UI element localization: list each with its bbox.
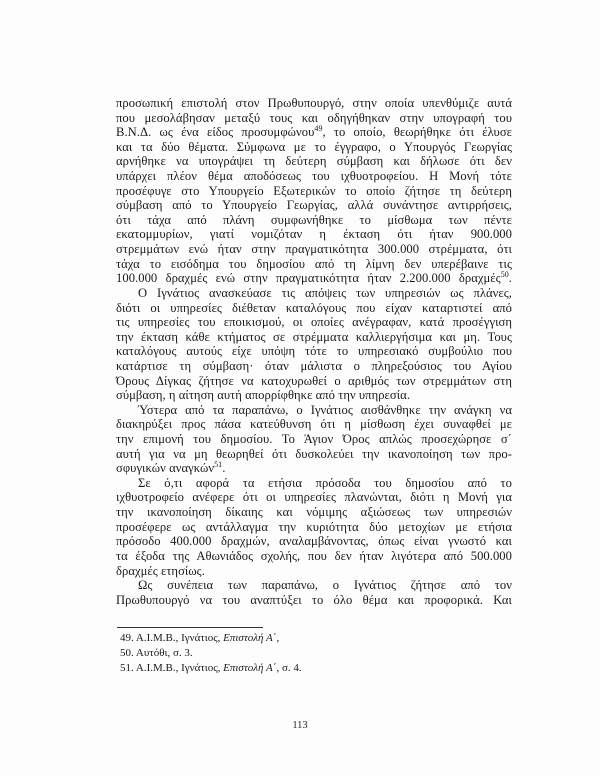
- footnote-text: Α.Ι.Μ.Β., Ιγνάτιος,: [135, 632, 224, 644]
- footnote-text: Α.Ι.Μ.Β., Ιγνάτιος,: [135, 662, 224, 674]
- text-line: προσέφυγε στο Υπουργείο Εξωτερικών το οποίο ζήτησε τη δεύτερη: [116, 183, 512, 198]
- footnote-number: 50.: [120, 647, 136, 659]
- footnote-50: [120, 646, 420, 661]
- text-line: την επιμονή του δημοσίου. Το Άγιον Όρος απλώς προσεχώρησε σ΄: [116, 432, 512, 447]
- text-line: τα έξοδα της Αθωνιάδος σχολής, που δεν ήταν λιγότερα από 500.000: [116, 548, 512, 563]
- text-line: Πρωθυπουργό να του αναπτύξει το όλο θέμα και προφορικά. Και: [116, 592, 512, 607]
- footnote-ref-51: 51: [214, 460, 223, 470]
- text-fragment: σφυγικών αναγκών: [116, 461, 215, 476]
- text-fragment: .: [508, 271, 512, 286]
- text-fragment: .: [222, 461, 226, 476]
- text-line: [116, 271, 512, 286]
- text-line: σύμβαση από το Υπουργείο Γεωργίας, αλλά συνάντησε αντιρρήσεις,: [116, 198, 512, 213]
- text-line: την έκταση κάθε κτήματος σε στρέμματα καλλιεργήσιμα και μη. Τους: [116, 329, 512, 344]
- footnote-text: ,: [276, 632, 280, 644]
- text-line: προσέφερε ως αντάλλαγμα την κυριότητα δύο μετοχίων με ετήσια: [116, 519, 512, 534]
- text-line: Ο Ιγνάτιος ανασκεύασε τις απόψεις των υπηρεσιών ως πλάνες,: [138, 285, 512, 300]
- text-line: καταλόγους αυτούς είχε υπόψη τότε το υπηρεσιακό συμβούλιο που: [116, 344, 512, 359]
- text-line: αυτή για να μη θεωρηθεί ότι δυσκολεύει την ικανοποίηση των προ-: [116, 446, 512, 461]
- text-line: δραχμές ετησίως.: [116, 563, 205, 578]
- text-line: που μεσολάβησαν μεταξύ τους και οδηγήθηκαν στην υπογραφή του: [116, 110, 512, 125]
- footnote-title: Επιστολή Α΄: [223, 662, 277, 674]
- text-line: σύμβαση, η αίτηση αυτή απορρίφθηκε από την υπηρεσία.: [116, 388, 411, 403]
- footnote-49: [120, 631, 420, 646]
- text-line: και τα δύο θέματα. Σύμφωνα με το έγγραφο, ο Υπουργός Γεωργίας: [116, 139, 512, 154]
- text-fragment: Β.Ν.Δ. ως ένα είδος προσυμφώνου: [116, 125, 315, 140]
- text-line: αρνήθηκε να υπογράψει τη δεύτερη σύμβαση και δήλωσε ότι δεν: [116, 154, 512, 169]
- text-line: ιχθυοτροφείο ανέφερε ότι οι υπηρεσίες πλανώνται, διότι η Μονή για: [116, 490, 512, 505]
- footnote-ref-50: 50: [500, 270, 509, 280]
- text-line: [116, 461, 512, 476]
- footnote-divider: [117, 627, 263, 628]
- text-line: την ικανοποίηση δίκαιης και νόμιμης αξιώσεως των υπηρεσιών: [116, 505, 512, 520]
- text-line: προσωπική επιστολή στον Πρωθυπουργό, στην οποία υπενθύμιζε αυτά: [116, 96, 512, 110]
- body-text: [116, 96, 512, 607]
- text-line: [116, 125, 512, 140]
- footnote-text: , σ. 4.: [276, 662, 302, 674]
- footnote-number: 51.: [120, 662, 136, 674]
- footnote-number: 49.: [120, 632, 136, 644]
- text-line: πρόσοδο 400.000 δραχμών, αναλαμβάνοντας, όπως είναι γνωστό και: [116, 534, 512, 549]
- text-fragment: 100.000 δραχμές ενώ στην πραγματικότητα ήταν 2.200.000 δραχμές: [116, 271, 501, 286]
- text-line: Ύστερα από τα παραπάνω, ο Ιγνάτιος αισθάνθηκε την ανάγκη να: [138, 402, 512, 417]
- text-line: ότι τάχα από πλάνη συμφωνήθηκε το μίσθωμα των πέντε: [116, 212, 512, 227]
- text-fragment: , το οποίο, θεωρήθηκε ότι έλυσε: [322, 125, 513, 140]
- text-line: εκατομμυρίων, γιατί νομιζόταν η έκταση ότι ήταν 900.000: [116, 227, 512, 242]
- text-line: Σε ό,τι αφορά τα ετήσια πρόσοδα του δημοσίου από το: [138, 475, 512, 490]
- page-number: 113: [292, 720, 308, 731]
- text-line: διότι οι υπηρεσίες διέθεταν καταλόγους που είχαν καταρτιστεί από: [116, 300, 512, 315]
- text-line: υπάρχει πλέον θέμα αποδόσεως του ιχθυοτροφείου. Η Μονή τότε: [116, 169, 512, 184]
- text-line: Ως συνέπεια των παραπάνω, ο Ιγνάτιος ζήτησε από τον: [138, 578, 512, 593]
- footnote-ref-49: 49: [314, 124, 323, 134]
- footnote-51: [120, 661, 420, 676]
- text-line: κατάρτισε τη σύμβαση· όταν μάλιστα ο πληρεξούσιος του Αγίου: [116, 358, 512, 373]
- footnote-text: Αυτόθι, σ. 3.: [135, 647, 193, 659]
- text-line: διακηρύξει προς πάσα κατεύθυνση ότι η μίσθωση έχει συναφθεί με: [116, 417, 512, 432]
- text-line: τις υπηρεσίες του εποικισμού, οι οποίες ανέγραφαν, κατά προσέγγιση: [116, 315, 512, 330]
- footnote-title: Επιστολή Α΄: [223, 632, 277, 644]
- text-line: στρεμμάτων ενώ ήταν στην πραγματικότητα 300.000 στρέμματα, ότι: [116, 242, 512, 257]
- text-line: τάχα το εισόδημα του δημοσίου από τη λίμνη δεν υπερέβαινε τις: [116, 256, 512, 271]
- footnotes: [120, 631, 420, 676]
- text-line: Όρους Δίγκας ζήτησε να κατοχυρωθεί ο αριθμός των στρεμμάτων στη: [116, 373, 512, 388]
